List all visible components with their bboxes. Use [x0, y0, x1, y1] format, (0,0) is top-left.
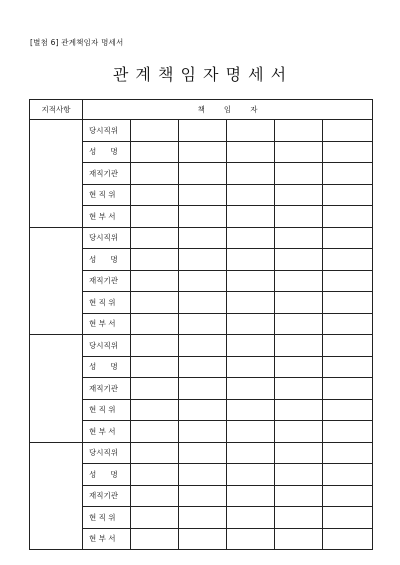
entry-cell[interactable] — [131, 206, 179, 228]
row-label: 재직기관 — [83, 270, 131, 292]
entry-cell[interactable] — [227, 464, 275, 486]
entry-cell[interactable] — [275, 163, 323, 185]
entry-cell[interactable] — [179, 485, 227, 507]
attachment-label: [별첨 6] 관계책임자 명세서 — [30, 38, 124, 47]
entry-cell[interactable] — [275, 399, 323, 421]
entry-cell[interactable] — [323, 270, 373, 292]
entry-cell[interactable] — [275, 141, 323, 163]
entry-cell[interactable] — [179, 227, 227, 249]
row-label: 당시직위 — [83, 120, 131, 142]
entry-cell[interactable] — [227, 292, 275, 314]
entry-cell[interactable] — [275, 485, 323, 507]
entry-cell[interactable] — [323, 378, 373, 400]
entry-cell[interactable] — [323, 421, 373, 443]
entry-cell[interactable] — [275, 507, 323, 529]
row-label: 현 부 서 — [83, 206, 131, 228]
row-label: 현 부 서 — [83, 528, 131, 550]
entry-cell[interactable] — [227, 356, 275, 378]
row-label: 성 명 — [83, 464, 131, 486]
table-row — [30, 442, 373, 464]
entry-cell[interactable] — [323, 313, 373, 335]
entry-cell[interactable] — [131, 399, 179, 421]
entry-cell[interactable] — [323, 485, 373, 507]
entry-cell[interactable] — [131, 378, 179, 400]
entry-cell[interactable] — [227, 313, 275, 335]
entry-cell[interactable] — [323, 206, 373, 228]
entry-cell[interactable] — [275, 528, 323, 550]
entry-cell[interactable] — [227, 378, 275, 400]
entry-cell[interactable] — [179, 313, 227, 335]
finding-cell[interactable] — [30, 442, 83, 550]
entry-cell[interactable] — [227, 528, 275, 550]
entry-cell[interactable] — [131, 249, 179, 271]
entry-cell[interactable] — [131, 292, 179, 314]
row-label: 성 명 — [83, 141, 131, 163]
entry-cell[interactable] — [227, 163, 275, 185]
entry-cell[interactable] — [275, 421, 323, 443]
entry-cell[interactable] — [275, 442, 323, 464]
entry-cell[interactable] — [131, 528, 179, 550]
entry-cell[interactable] — [323, 442, 373, 464]
entry-cell[interactable] — [323, 335, 373, 357]
entry-cell[interactable] — [275, 335, 323, 357]
entry-cell[interactable] — [179, 206, 227, 228]
entry-cell[interactable] — [131, 485, 179, 507]
entry-cell[interactable] — [275, 356, 323, 378]
item-column-header: 지적사항 — [30, 100, 83, 120]
row-label: 당시직위 — [83, 335, 131, 357]
row-label: 재직기관 — [83, 485, 131, 507]
document-title: 관 계 책 임 자 명 세 서 — [112, 65, 288, 84]
entry-cell[interactable] — [275, 378, 323, 400]
entry-cell[interactable] — [323, 399, 373, 421]
finding-cell[interactable] — [30, 335, 83, 443]
entry-cell[interactable] — [131, 120, 179, 142]
entry-cell[interactable] — [275, 184, 323, 206]
entry-cell[interactable] — [275, 270, 323, 292]
row-label: 재직기관 — [83, 378, 131, 400]
table-row — [30, 227, 373, 249]
row-label: 현 직 위 — [83, 292, 131, 314]
entry-cell[interactable] — [131, 270, 179, 292]
row-label: 현 부 서 — [83, 313, 131, 335]
entry-cell[interactable] — [131, 335, 179, 357]
entry-cell[interactable] — [179, 120, 227, 142]
entry-cell[interactable] — [323, 120, 373, 142]
entry-cell[interactable] — [131, 421, 179, 443]
row-label: 당시직위 — [83, 227, 131, 249]
entry-cell[interactable] — [275, 292, 323, 314]
entry-cell[interactable] — [131, 227, 179, 249]
entry-cell[interactable] — [227, 442, 275, 464]
table-header-row — [30, 100, 373, 120]
entry-cell[interactable] — [275, 206, 323, 228]
entry-cell[interactable] — [179, 421, 227, 443]
entry-cell[interactable] — [227, 206, 275, 228]
row-label: 현 부 서 — [83, 421, 131, 443]
entry-cell[interactable] — [323, 163, 373, 185]
entry-cell[interactable] — [227, 184, 275, 206]
entry-cell[interactable] — [179, 378, 227, 400]
entry-cell[interactable] — [323, 356, 373, 378]
entry-cell[interactable] — [179, 528, 227, 550]
entry-cell[interactable] — [131, 464, 179, 486]
entry-cell[interactable] — [323, 292, 373, 314]
entry-cell[interactable] — [227, 227, 275, 249]
row-label: 현 직 위 — [83, 184, 131, 206]
entry-cell[interactable] — [227, 249, 275, 271]
entry-cell[interactable] — [275, 313, 323, 335]
entry-cell[interactable] — [179, 141, 227, 163]
entry-cell[interactable] — [179, 292, 227, 314]
entry-cell[interactable] — [131, 141, 179, 163]
entry-cell[interactable] — [131, 163, 179, 185]
entry-cell[interactable] — [227, 485, 275, 507]
entry-cell[interactable] — [323, 184, 373, 206]
entry-cell[interactable] — [275, 249, 323, 271]
row-label: 당시직위 — [83, 442, 131, 464]
row-label: 성 명 — [83, 356, 131, 378]
entry-cell[interactable] — [131, 442, 179, 464]
entry-cell[interactable] — [179, 335, 227, 357]
entry-cell[interactable] — [179, 249, 227, 271]
entry-cell[interactable] — [227, 399, 275, 421]
entry-cell[interactable] — [275, 464, 323, 486]
row-label: 재직기관 — [83, 163, 131, 185]
row-label: 현 직 위 — [83, 399, 131, 421]
entry-cell[interactable] — [179, 399, 227, 421]
entry-cell[interactable] — [275, 227, 323, 249]
finding-cell[interactable] — [30, 227, 83, 335]
entry-cell[interactable] — [227, 120, 275, 142]
table-row — [30, 335, 373, 357]
entry-cell[interactable] — [275, 120, 323, 142]
entry-cell[interactable] — [227, 335, 275, 357]
entry-cell[interactable] — [179, 464, 227, 486]
entry-cell[interactable] — [323, 141, 373, 163]
entry-cell[interactable] — [179, 184, 227, 206]
entry-cell[interactable] — [323, 528, 373, 550]
entry-cell[interactable] — [131, 184, 179, 206]
entry-cell[interactable] — [323, 464, 373, 486]
row-label: 성 명 — [83, 249, 131, 271]
entry-cell[interactable] — [179, 163, 227, 185]
entry-cell[interactable] — [227, 421, 275, 443]
entry-cell[interactable] — [131, 313, 179, 335]
entry-cell[interactable] — [131, 356, 179, 378]
entry-cell[interactable] — [323, 227, 373, 249]
entry-cell[interactable] — [227, 507, 275, 529]
row-label: 현 직 위 — [83, 507, 131, 529]
entry-cell[interactable] — [179, 507, 227, 529]
entry-cell[interactable] — [227, 270, 275, 292]
responsible-persons-table — [29, 99, 373, 550]
entry-cell[interactable] — [323, 249, 373, 271]
table-row — [30, 120, 373, 142]
entry-cell[interactable] — [179, 442, 227, 464]
entry-cell[interactable] — [179, 356, 227, 378]
entry-cell[interactable] — [179, 270, 227, 292]
person-column-header: 책 임 자 — [83, 100, 373, 120]
finding-cell[interactable] — [30, 120, 83, 228]
entry-cell[interactable] — [227, 141, 275, 163]
entry-cell[interactable] — [323, 507, 373, 529]
entry-cell[interactable] — [131, 507, 179, 529]
